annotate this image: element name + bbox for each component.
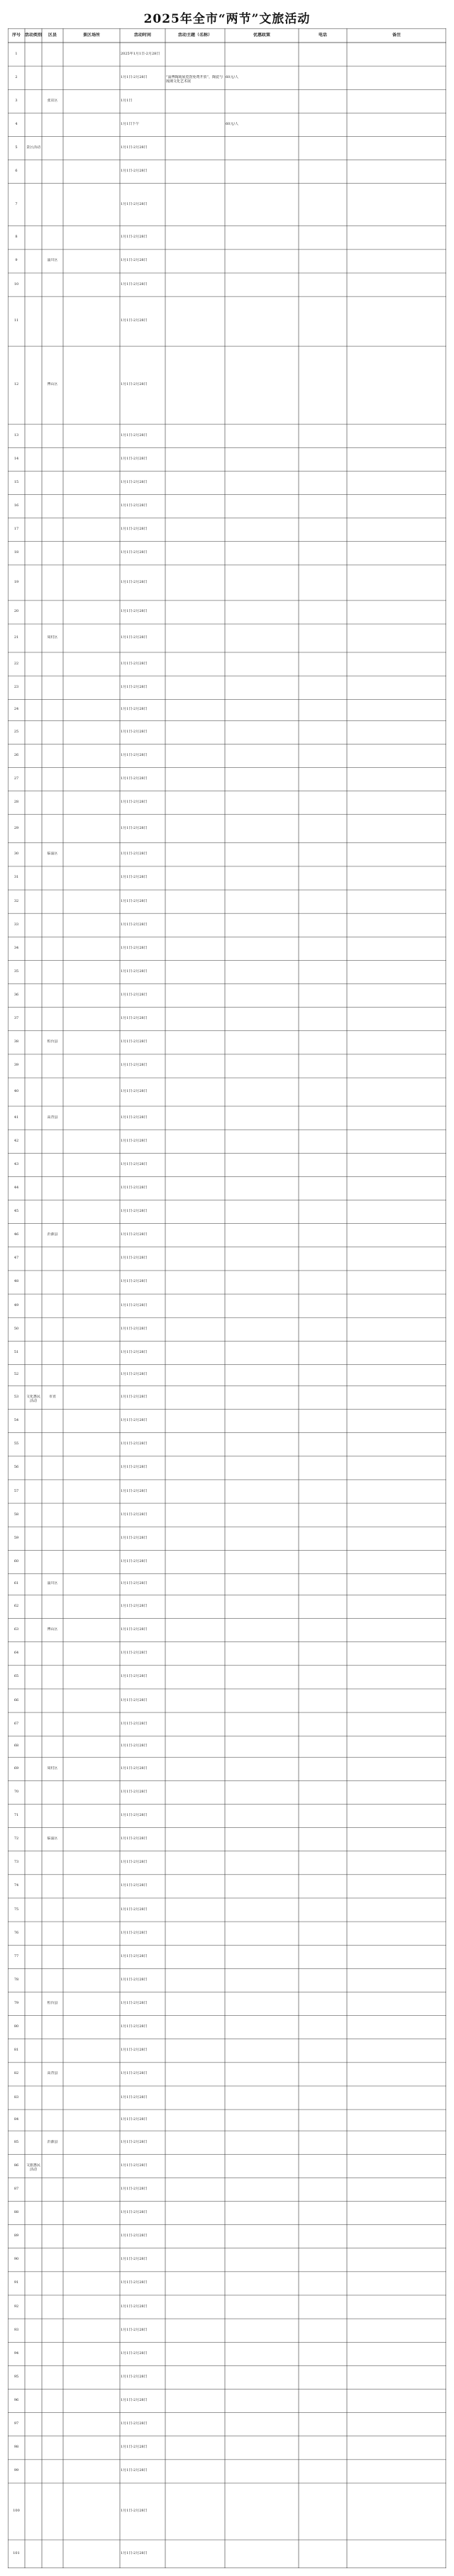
table-cell-county: 张店区 (47, 98, 58, 103)
table-cell-no: 95 (13, 2374, 19, 2379)
table-cell-time: 1月1日-2月28日 (121, 527, 148, 532)
table-cell-time: 1月1日-2月28日 (121, 1813, 148, 1818)
table-cell-time: 1月1日-2月28日 (121, 1766, 148, 1771)
table-cell-county: 桓台县 (47, 1039, 58, 1044)
table-cell-no: 84 (13, 2117, 19, 2122)
table-cell-county: 高青县 (47, 1115, 58, 1120)
table-cell-no: 37 (13, 1016, 19, 1021)
column-header: 活动时间 (133, 33, 151, 38)
table-cell-time: 1月1日-2月28日 (121, 1651, 148, 1656)
table-cell-time: 1月1日-2月28日 (121, 635, 148, 640)
table-cell-time: 1月1日-2月28日 (121, 825, 148, 830)
table-cell-no: 67 (13, 1721, 19, 1726)
table-cell-time: 1月1日-2月28日 (121, 875, 148, 880)
table-cell-time: 1月1日-2月28日 (121, 201, 148, 206)
table-cell-time: 1月1日-2月28日 (121, 922, 148, 927)
table-cell-no: 43 (13, 1161, 19, 1166)
table-cell-county: 临淄区 (47, 852, 58, 857)
table-cell-time: 1月1日-2月28日 (121, 1953, 148, 1958)
table-cell-time: 1月1日-2月28日 (121, 281, 148, 286)
table-cell-no: 74 (13, 1883, 19, 1888)
table-cell-no: 31 (13, 875, 19, 880)
table-cell-time: 1月1日-2月28日 (121, 2421, 148, 2426)
column-header: 景区场所 (82, 33, 100, 38)
table-cell-time: 1月1日-2月28日 (121, 1089, 148, 1094)
table-cell-no: 45 (13, 1209, 19, 1214)
table-cell-no: 91 (13, 2280, 19, 2285)
table-cell-no: 63 (13, 1627, 19, 1632)
column-header: 活动主题（名称） (177, 33, 212, 38)
table-cell-county: 淄川区 (47, 1581, 58, 1586)
table-cell-county: 周村区 (47, 635, 58, 640)
table-cell-no: 57 (13, 1488, 19, 1493)
table-cell-no: 73 (13, 1860, 19, 1865)
table-cell-no: 58 (13, 1512, 19, 1517)
table-cell-time: 1月1日-2月28日 (121, 684, 148, 689)
table-cell-no: 69 (13, 1766, 19, 1771)
table-cell-time: 1月1日-2月28日 (121, 1232, 148, 1237)
table-cell-time: 1月1日-2月28日 (121, 2117, 148, 2122)
table-cell-time: 1月1日 (121, 98, 133, 103)
table-cell-county: 临淄区 (47, 1836, 58, 1841)
table-cell-no: 97 (13, 2421, 19, 2426)
table-cell-time: 1月1日-2月28日 (121, 2001, 148, 2006)
table-cell-time: 1月1日-2月28日 (121, 1303, 148, 1307)
table-cell-time: 1月1日-2月28日 (121, 2071, 148, 2076)
table-cell-no: 14 (13, 456, 19, 461)
table-cell-county: 沂源县 (47, 2139, 58, 2144)
table-cell-no: 61 (13, 1581, 19, 1586)
table-cell-time: 1月1日-2月28日 (121, 2551, 148, 2555)
table-cell-no: 93 (13, 2327, 19, 2332)
table-cell-no: 87 (13, 2186, 19, 2191)
table-cell-time: 1月1日-2月28日 (121, 898, 148, 903)
table-cell-time: 1月1日-2月28日 (121, 1627, 148, 1632)
table-cell-no: 23 (13, 684, 19, 689)
table-cell-no: 28 (13, 800, 19, 805)
column-header: 活动类别 (25, 33, 42, 38)
table-cell-time: 1月1日-2月28日 (121, 1185, 148, 1190)
table-cell-time: 1月1日-2月28日 (121, 1977, 148, 1982)
table-cell-time: 1月1日-2月28日 (121, 2139, 148, 2144)
table-cell-time: 1月1日-2月28日 (121, 550, 148, 555)
table-cell-time: 1月1日-2月28日 (121, 609, 148, 614)
table-cell-no: 88 (13, 2210, 19, 2215)
table-cell-no: 27 (13, 776, 19, 781)
column-header: 备注 (392, 33, 401, 38)
table-cell-no: 17 (13, 527, 19, 532)
table-cell-no: 18 (13, 550, 19, 555)
table-cell-no: 92 (13, 2304, 19, 2309)
table-cell-no: 6 (15, 169, 18, 174)
table-cell-time: 1月1日-2月28日 (121, 1465, 148, 1470)
table-cell-time: 1月1日-2月28日 (121, 1883, 148, 1888)
table-cell-time: 1月1日-2月28日 (121, 2257, 148, 2262)
table-cell-no: 81 (13, 2048, 19, 2053)
table-cell-cat: 文化惠民活动 (26, 1395, 40, 1403)
table-cell-no: 100 (13, 2509, 20, 2513)
table-cell-time: 1月1日-2月28日 (121, 1138, 148, 1143)
table-cell-time: 1月1日-2月28日 (121, 707, 148, 712)
table-cell-time: 1月1日-2月28日 (121, 1256, 148, 1261)
table-cell-time: 1月1日-2月28日 (121, 1488, 148, 1493)
table-cell-no: 55 (13, 1442, 19, 1446)
table-cell-no: 89 (13, 2234, 19, 2238)
table-cell-no: 51 (13, 1349, 19, 1354)
table-cell-time: 1月1日-2月28日 (121, 800, 148, 805)
table-cell-policy: 60元/人 (226, 121, 239, 126)
table-cell-time: 1月1日-2月28日 (121, 729, 148, 734)
table-cell-time: 1月1日-2月28日 (121, 2163, 148, 2168)
table-cell-time: 1月1日-2月28日 (121, 1279, 148, 1284)
table-cell-time: 1月1日-2月28日 (121, 1418, 148, 1423)
table-cell-no: 38 (13, 1039, 19, 1044)
column-header: 区县 (48, 33, 57, 38)
table-cell-time: 1月1日-2月28日 (121, 1604, 148, 1608)
table-cell-no: 64 (13, 1651, 19, 1656)
table-cell-no: 101 (13, 2551, 20, 2555)
table-cell-time: 1月1日-2月28日 (121, 1535, 148, 1540)
table-cell-time: 1月1日-2月28日 (121, 945, 148, 950)
table-cell-time: 1月1日-2月28日 (121, 479, 148, 484)
table-cell-time: 1月1日-2月28日 (121, 1016, 148, 1021)
table-cell-no: 71 (13, 1813, 19, 1818)
table-cell-no: 54 (13, 1418, 19, 1423)
table-cell-no: 12 (13, 382, 19, 387)
table-cell-county: 市直 (48, 1395, 56, 1399)
table-cell-time: 1月1日-2月28日 (121, 1115, 148, 1120)
table-cell-time: 1月1日-2月28日 (121, 2304, 148, 2309)
table-cell-time: 1月1日-2月28日 (121, 1559, 148, 1563)
table-cell-no: 8 (15, 235, 18, 240)
activity-table (8, 28, 446, 2568)
table-cell-time: 1月1日-2月28日 (121, 1721, 148, 1726)
table-cell-time: 1月1日-2月28日 (121, 579, 148, 584)
table-cell-county: 高青县 (47, 2071, 58, 2076)
table-cell-no: 47 (13, 1256, 19, 1261)
table-cell-time: 1月1日-2月28日 (121, 503, 148, 508)
table-cell-time: 1月1日-2月28日 (121, 2374, 148, 2379)
table-cell-no: 80 (13, 2024, 19, 2029)
table-cell-no: 79 (13, 2001, 19, 2006)
table-cell-county: 博山区 (47, 382, 58, 387)
table-cell-no: 83 (13, 2095, 19, 2100)
table-cell-no: 13 (13, 433, 19, 437)
table-cell-no: 9 (15, 258, 18, 263)
table-cell-no: 53 (13, 1395, 19, 1399)
table-cell-time: 1月1日-2月28日 (121, 1349, 148, 1354)
table-cell-county: 周村区 (47, 1766, 58, 1771)
table-cell-no: 66 (13, 1697, 19, 1702)
table-cell-no: 75 (13, 1907, 19, 1912)
table-cell-time: 1月1日-2月28日 (121, 776, 148, 781)
table-cell-time: 1月1日-2月28日 (121, 1860, 148, 1865)
table-cell-no: 98 (13, 2445, 19, 2450)
table-cell-no: 77 (13, 1953, 19, 1958)
table-cell-no: 48 (13, 1279, 19, 1284)
table-cell-no: 35 (13, 969, 19, 974)
table-cell-county: 博山区 (47, 1627, 58, 1632)
table-cell-time: 1月1日-2月28日 (121, 2351, 148, 2355)
table-gridlines (8, 28, 446, 2568)
table-cell-no: 78 (13, 1977, 19, 1982)
table-cell-time: 1月1日-2月28日 (121, 1930, 148, 1935)
table-cell-policy: 60元/人 (226, 74, 239, 79)
table-cell-time: 1月1日-2月28日 (121, 2509, 148, 2513)
table-cell-time: 1月1日-2月28日 (121, 169, 148, 174)
table-cell-no: 46 (13, 1232, 19, 1237)
table-cell-time: 1月1日-2月28日 (121, 2234, 148, 2238)
table-cell-no: 36 (13, 993, 19, 998)
table-cell-no: 1 (15, 51, 18, 56)
table-cell-time: 1月1日-2月28日 (121, 1789, 148, 1794)
table-cell-no: 72 (13, 1836, 19, 1841)
table-cell-no: 90 (13, 2257, 19, 2262)
table-cell-no: 42 (13, 1138, 19, 1143)
column-header: 优惠政策 (253, 33, 270, 38)
table-cell-county: 桓台县 (47, 2001, 58, 2006)
table-cell-no: 82 (13, 2071, 19, 2076)
table-cell-no: 22 (13, 661, 19, 666)
table-cell-time: 1月1日-2月28日 (121, 1674, 148, 1679)
table-cell-no: 15 (13, 479, 19, 484)
table-cell-time: 1月1日-2月28日 (121, 456, 148, 461)
table-cell-time: 1月1日-2月28日 (121, 145, 148, 150)
table-cell-time: 1月1日-2月28日 (121, 752, 148, 757)
table-cell-county: 沂源县 (47, 1232, 58, 1237)
table-cell-no: 52 (13, 1372, 19, 1377)
table-cell-time: 1月1日-2月28日 (121, 661, 148, 666)
table-cell-no: 99 (13, 2468, 19, 2473)
table-cell-theme: “淄博陶琉展览馆免费开放”，陶瓷与琉璃文化艺术展 (166, 74, 223, 84)
table-cell-no: 94 (13, 2351, 19, 2355)
table-cell-cat: 文旅惠民活动 (26, 2163, 40, 2172)
table-cell-county: 淄川区 (47, 258, 58, 263)
table-cell-no: 30 (13, 852, 19, 857)
table-cell-no: 56 (13, 1465, 19, 1470)
table-cell-time: 1月1日-2月28日 (121, 318, 148, 323)
table-cell-time: 1月1日-2月28日 (121, 2048, 148, 2053)
table-cell-no: 96 (13, 2398, 19, 2403)
table-cell-no: 50 (13, 1326, 19, 1331)
table-cell-no: 44 (13, 1185, 19, 1190)
table-cell-time: 1月1日-2月28日 (121, 1326, 148, 1331)
table-cell-time: 1月1日-2月28日 (121, 1512, 148, 1517)
table-cell-no: 25 (13, 729, 19, 734)
table-cell-no: 76 (13, 1930, 19, 1935)
table-cell-time: 1月1日-2月28日 (121, 2468, 148, 2473)
table-cell-no: 49 (13, 1303, 19, 1307)
column-header: 序号 (11, 33, 21, 38)
table-cell-time: 1月1日-2月28日 (121, 2186, 148, 2191)
table-cell-time: 1月1日-2月28日 (121, 1395, 148, 1399)
table-cell-time: 1月1日-2月28日 (121, 1581, 148, 1586)
table-cell-time: 1月1日-2月28日 (121, 1744, 148, 1749)
table-cell-time: 1月1日-2月28日 (121, 1907, 148, 1912)
page-title: 2025年全市“两节”文旅活动 (143, 12, 311, 26)
table-cell-time: 1月1日-2月28日 (121, 852, 148, 857)
table-cell-time: 1月1日-2月28日 (121, 433, 148, 437)
table-cell-no: 4 (15, 121, 18, 126)
table-cell-no: 41 (13, 1115, 19, 1120)
table-cell-time: 1月1日-2月28日 (121, 2024, 148, 2029)
table-cell-time: 1月1日-2月28日 (121, 2398, 148, 2403)
table-cell-no: 10 (13, 281, 19, 286)
table-cell-time: 1月1日-2月28日 (121, 2327, 148, 2332)
table-cell-no: 60 (13, 1559, 19, 1563)
table-cell-no: 3 (15, 98, 18, 103)
table-cell-no: 2 (15, 74, 18, 79)
table-cell-no: 62 (13, 1604, 19, 1608)
table-cell-no: 40 (13, 1089, 19, 1094)
table-cell-time: 1月1日-2月28日 (121, 74, 148, 79)
table-cell-no: 70 (13, 1789, 19, 1794)
table-cell-no: 5 (15, 145, 18, 150)
table-cell-time: 1月1日-2月28日 (121, 993, 148, 998)
table-cell-no: 7 (15, 201, 18, 206)
table-cell-time: 1月1日-2月28日 (121, 382, 148, 387)
table-cell-time: 1月1日-2月28日 (121, 1442, 148, 1446)
table-cell-no: 24 (13, 707, 19, 712)
table-cell-time: 1月1日-2月28日 (121, 2095, 148, 2100)
table-cell-time: 1月1日-2月28日 (121, 1836, 148, 1841)
table-cell-no: 68 (13, 1744, 19, 1749)
table-cell-no: 21 (13, 635, 19, 640)
table-cell-cat: 景区活动 (26, 145, 40, 150)
table-cell-time: 1月1日-2月28日 (121, 1209, 148, 1214)
table-cell-no: 85 (13, 2139, 19, 2144)
table-cell-no: 59 (13, 1535, 19, 1540)
table-cell-no: 86 (13, 2163, 19, 2168)
table-cell-time: 1月1日-2月28日 (121, 2210, 148, 2215)
table-cell-no: 11 (13, 318, 19, 323)
table-cell-no: 34 (13, 945, 19, 950)
table-cell-no: 65 (13, 1674, 19, 1679)
table-cell-time: 1月1日-2月28日 (121, 1161, 148, 1166)
table-cell-time: 1月1日-2月28日 (121, 2445, 148, 2450)
table-cell-time: 1月1日下午 (121, 121, 140, 126)
table-cell-no: 26 (13, 752, 19, 757)
table-cell-time: 1月1日-2月28日 (121, 969, 148, 974)
column-header: 电话 (318, 33, 327, 38)
table-cell-time: 1月1日-2月28日 (121, 258, 148, 263)
table-cell-no: 20 (13, 609, 19, 614)
table-cell-time: 1月1日-2月28日 (121, 1039, 148, 1044)
table-cell-no: 16 (13, 503, 19, 508)
table-cell-time: 1月1日-2月28日 (121, 1372, 148, 1377)
table-cell-no: 39 (13, 1063, 19, 1068)
table-cell-time: 1月1日-2月28日 (121, 235, 148, 240)
table-cell-no: 32 (13, 898, 19, 903)
table-cell-time: 1月1日-2月28日 (121, 2280, 148, 2285)
table-cell-no: 19 (13, 579, 19, 584)
table-cell-no: 29 (13, 825, 19, 830)
table-cell-time: 2025年1月1日-2月28日 (121, 51, 160, 56)
table-cell-no: 33 (13, 922, 19, 927)
table-cell-time: 1月1日-2月28日 (121, 1063, 148, 1068)
table-cell-time: 1月1日-2月28日 (121, 1697, 148, 1702)
